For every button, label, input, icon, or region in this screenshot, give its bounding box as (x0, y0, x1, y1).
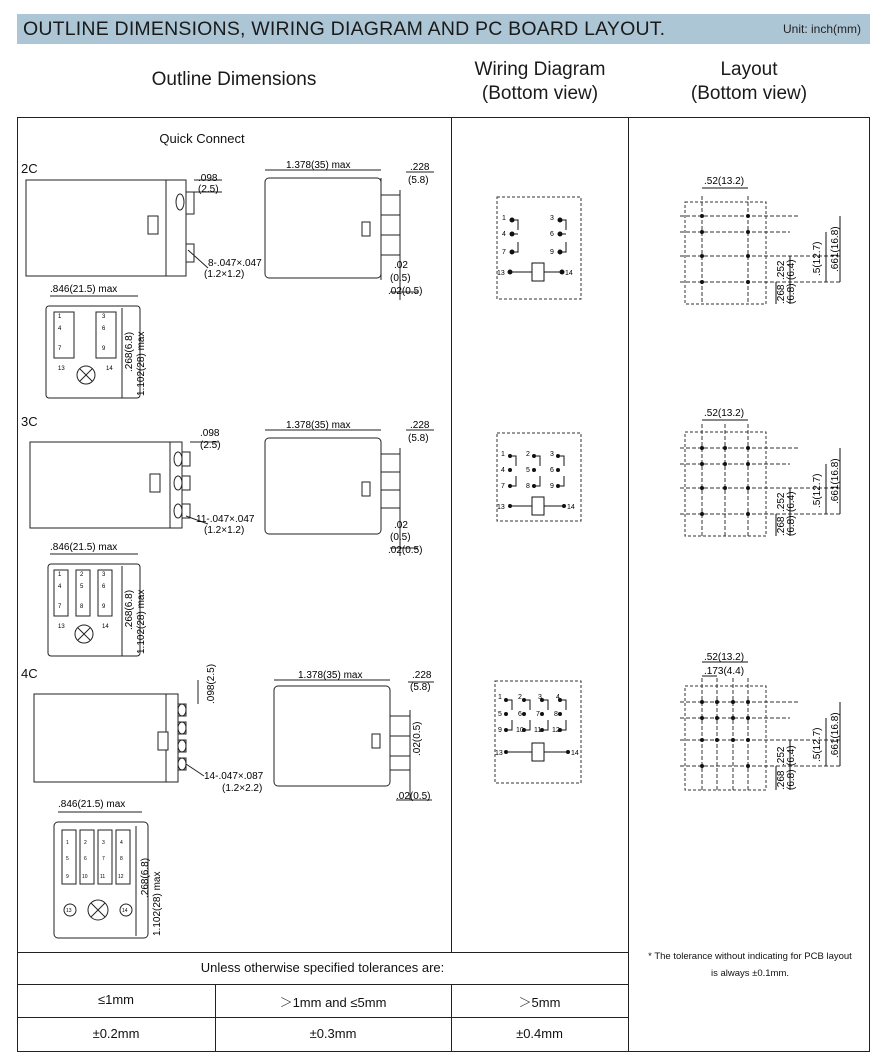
layout-heading-line1: Layout (720, 59, 778, 80)
w4c-12: 12 (552, 727, 560, 734)
pcb2c-v4mm: (6.8) (786, 283, 797, 304)
tolerance-value-1: ±0.2mm (92, 1026, 140, 1041)
pin-5-3c: 5 (80, 584, 84, 590)
pcb4c-v4: .268 (776, 770, 787, 790)
w4c-4: 4 (556, 694, 560, 701)
tolerance-top-rule (17, 952, 628, 953)
w4c-10: 10 (516, 727, 524, 734)
pcb2c-v3mm: (6.4) (786, 259, 797, 280)
pin-7-3c: 7 (58, 604, 62, 610)
pcb-layout-2c (680, 172, 868, 312)
term-dim-2c: 8-.047×.047 (208, 258, 262, 269)
w2c-3: 3 (550, 215, 554, 222)
outline-drawing-2c (18, 150, 450, 410)
layout-heading (628, 58, 870, 106)
pin-14-2c: 14 (106, 366, 113, 372)
wiring-diagram-3c (496, 432, 584, 538)
w3c-1: 1 (501, 451, 505, 458)
pin-4-4c: 4 (120, 840, 123, 846)
w3c-14: 14 (567, 504, 575, 511)
bot-dim2-4c: 1.102(28) max (152, 871, 163, 936)
pin-4-2c: 4 (58, 326, 62, 332)
length-dim-3c: 1.378(35) max (286, 420, 351, 431)
pcb4c-v2: .661(16.8) (830, 712, 841, 758)
top-body-3c (265, 438, 381, 534)
section-label-3c: 3C (21, 414, 38, 429)
w4c-1: 1 (498, 694, 502, 701)
tolerance-caption: Unless otherwise specified tolerances are: (200, 960, 445, 975)
w3c-13: 13 (497, 504, 505, 511)
pin-dim-mm-2c: (2.5) (198, 184, 219, 195)
bot-dim1-2c: .268(6.8) (124, 331, 135, 372)
small-dim-3c: .02 (394, 520, 408, 531)
w2c-14: 14 (565, 270, 573, 277)
term-dim-3c: 11-.047×.047 (196, 514, 255, 525)
w4c-11: 11 (534, 727, 542, 734)
w4c-5: 5 (498, 711, 502, 718)
pin-6-3c: 6 (102, 584, 106, 590)
header-banner (17, 14, 870, 44)
term-dim-4c: 14-.047×.087 (204, 771, 264, 782)
w2c-13: 13 (497, 270, 505, 277)
wiring-heading-line1: Wiring Diagram (474, 59, 606, 80)
pcb4c-v1: .5(12.7) (812, 727, 823, 762)
tolerance-value-2: ±0.3mm (309, 1026, 357, 1041)
pin-1-4c: 1 (66, 840, 69, 846)
bot-dim2-2c: 1.102(28) max (136, 331, 147, 396)
outline-drawing-3c (18, 408, 450, 666)
w4c-9: 9 (498, 727, 502, 734)
pin-11-4c: 11 (100, 874, 106, 880)
pcb3c-v1: .5(12.7) (812, 473, 823, 508)
pcb3c-v3: .252 (776, 492, 787, 512)
term-dim-mm-4c: (1.2×2.2) (222, 783, 263, 794)
pcb2c-v3: .252 (776, 260, 787, 280)
section-label-2c: 2C (21, 161, 38, 176)
pin-13-4c: 13 (66, 908, 72, 914)
pcb4c-v4mm: (6.8) (786, 769, 797, 790)
pin-dim-mm-3c: (2.5) (200, 440, 221, 451)
pin-dim-2c: .098 (198, 173, 218, 184)
pcb-layout-3c (680, 404, 868, 544)
w2c-1: 1 (502, 215, 506, 222)
wiring-diagram-4c (494, 680, 584, 786)
top-body-2c (265, 178, 381, 278)
pin-3-4c: 3 (102, 840, 105, 846)
pin-2-3c: 2 (80, 572, 84, 578)
right-dim-4c: .228 (412, 670, 432, 681)
w3c-2: 2 (526, 451, 530, 458)
pin-6-2c: 6 (102, 326, 106, 332)
term-dim-mm-2c: (1.2×1.2) (204, 269, 245, 280)
w3c-4: 4 (501, 467, 505, 474)
quick-connect-label: Quick Connect (159, 131, 245, 146)
right-dim-3c: .228 (410, 420, 430, 431)
pcb3c-v4: .268 (776, 516, 787, 536)
w3c-9: 9 (550, 483, 554, 490)
small-dim-mm-3c: (0.5) (390, 532, 411, 543)
width-dim-3c: .846(21.5) max (50, 542, 118, 553)
small-dim2-2c: .02(0.5) (388, 286, 423, 297)
pin-10-4c: 10 (82, 874, 88, 880)
pcb3c-pitch: .52(13.2) (704, 408, 745, 419)
side-body-2c (26, 180, 186, 276)
w3c-7: 7 (501, 483, 505, 490)
pin-1-3c: 1 (58, 572, 62, 578)
pin-9-4c: 9 (66, 874, 69, 880)
pin-8-4c: 8 (120, 856, 123, 862)
pcb4c-v3mm: (6.4) (786, 745, 797, 766)
pin-6-4c: 6 (84, 856, 87, 862)
small-dim-mm-2c: (0.5) (390, 273, 411, 284)
layout-heading-line2: (Bottom view) (690, 83, 808, 104)
pin-dim-4c: .098(2.5) (206, 663, 217, 704)
divider-wiring-layout (628, 117, 629, 1052)
w2c-6: 6 (550, 231, 554, 238)
tolerance-value-3: ±0.4mm (516, 1026, 563, 1041)
width-dim-2c: .846(21.5) max (50, 284, 118, 295)
divider-outline-wiring (451, 117, 452, 952)
pcb-layout-4c (680, 650, 868, 798)
w4c-6: 6 (518, 711, 522, 718)
pin-1-2c: 1 (58, 314, 62, 320)
tolerance-header-1: ≤1mm (97, 992, 135, 1007)
bot-dim2-3c: 1.102(28) max (136, 589, 147, 654)
tolerance-header-3: ＞5mm (518, 995, 561, 1010)
pcb2c-pitch: .52(13.2) (704, 176, 745, 187)
length-dim-4c: 1.378(35) max (298, 670, 363, 681)
right-dim-2c: .228 (410, 162, 430, 173)
pin-9-2c: 9 (102, 346, 106, 352)
small-dim2-3c: .02(0.5) (388, 545, 423, 556)
pin-13-3c: 13 (58, 624, 65, 630)
pcb2c-v2: .661(16.8) (830, 226, 841, 272)
pcb4c-v3: .252 (776, 746, 787, 766)
top-body-4c (274, 686, 390, 786)
w4c-14: 14 (571, 750, 579, 757)
wiring-heading-line2: (Bottom view) (481, 83, 599, 104)
length-dim-2c: 1.378(35) max (286, 160, 351, 171)
pin-12-4c: 12 (118, 874, 124, 880)
pcb2c-v4: .268 (776, 284, 787, 304)
tolerance-mid-rule (17, 984, 628, 985)
pin-14-3c: 14 (102, 624, 109, 630)
pin-2-4c: 2 (84, 840, 87, 846)
unit-label: Unit: inch(mm) (782, 22, 861, 36)
w3c-3: 3 (550, 451, 554, 458)
pin-dim-3c: .098 (200, 428, 220, 439)
w2c-4: 4 (502, 231, 506, 238)
small-dim-4c: .02(0.5) (412, 721, 423, 756)
page-title: OUTLINE DIMENSIONS, WIRING DIAGRAM AND PC BOARD LAYOUT. (23, 18, 666, 40)
w2c-9: 9 (550, 249, 554, 256)
pin-3-3c: 3 (102, 572, 106, 578)
tolerance-header-2: ＞1mm and ≤5mm (279, 995, 387, 1010)
pin-14-4c: 14 (122, 908, 128, 914)
outline-heading: Outline Dimensions (151, 69, 317, 90)
term-dim-mm-3c: (1.2×1.2) (204, 525, 245, 536)
pin-7-2c: 7 (58, 346, 62, 352)
pcb4c-pitch: .52(13.2) (704, 652, 745, 663)
pin-7-4c: 7 (102, 856, 105, 862)
width-dim-4c: .846(21.5) max (58, 799, 126, 810)
pcb-tolerance-note-line1: * The tolerance without indicating for PCB layout (648, 951, 852, 962)
outline-drawing-4c (18, 660, 450, 950)
wiring-heading (452, 58, 628, 106)
section-label-4c: 4C (21, 666, 38, 681)
right-dim-mm-3c: (5.8) (408, 433, 429, 444)
pcb3c-v4mm: (6.8) (786, 515, 797, 536)
pcb-tolerance-note (632, 948, 868, 982)
w2c-7: 7 (502, 249, 506, 256)
small-dim-2c: .02 (394, 260, 408, 271)
pcb3c-v2: .661(16.8) (830, 458, 841, 504)
w4c-8: 8 (554, 711, 558, 718)
pin-4-3c: 4 (58, 584, 62, 590)
pcb2c-v1: .5(12.7) (812, 241, 823, 276)
pin-9-3c: 9 (102, 604, 106, 610)
bot-dim1-3c: .268(6.8) (124, 589, 135, 630)
pcb-tolerance-note-line2: is always ±0.1mm. (710, 968, 790, 979)
tolerance-row-rule (17, 1017, 628, 1018)
w4c-2: 2 (518, 694, 522, 701)
pin-5-4c: 5 (66, 856, 69, 862)
w3c-8: 8 (526, 483, 530, 490)
bot-dim1-4c: .268(6.8) (140, 857, 151, 898)
pcb4c-pitch-small: .173(4.4) (704, 666, 745, 677)
w3c-6: 6 (550, 467, 554, 474)
right-dim-mm-2c: (5.8) (408, 175, 429, 186)
w3c-5: 5 (526, 467, 530, 474)
pin-13-2c: 13 (58, 366, 65, 372)
wiring-diagram-2c (496, 196, 584, 302)
pin-8-3c: 8 (80, 604, 84, 610)
pin-3-2c: 3 (102, 314, 106, 320)
w4c-13: 13 (495, 750, 503, 757)
small-dim2-4c: .02(0.5) (396, 791, 431, 802)
w4c-7: 7 (536, 711, 540, 718)
right-dim-mm-4c: (5.8) (410, 682, 431, 693)
pcb3c-v3mm: (6.4) (786, 491, 797, 512)
side-body-4c (34, 694, 178, 782)
w4c-3: 3 (538, 694, 542, 701)
